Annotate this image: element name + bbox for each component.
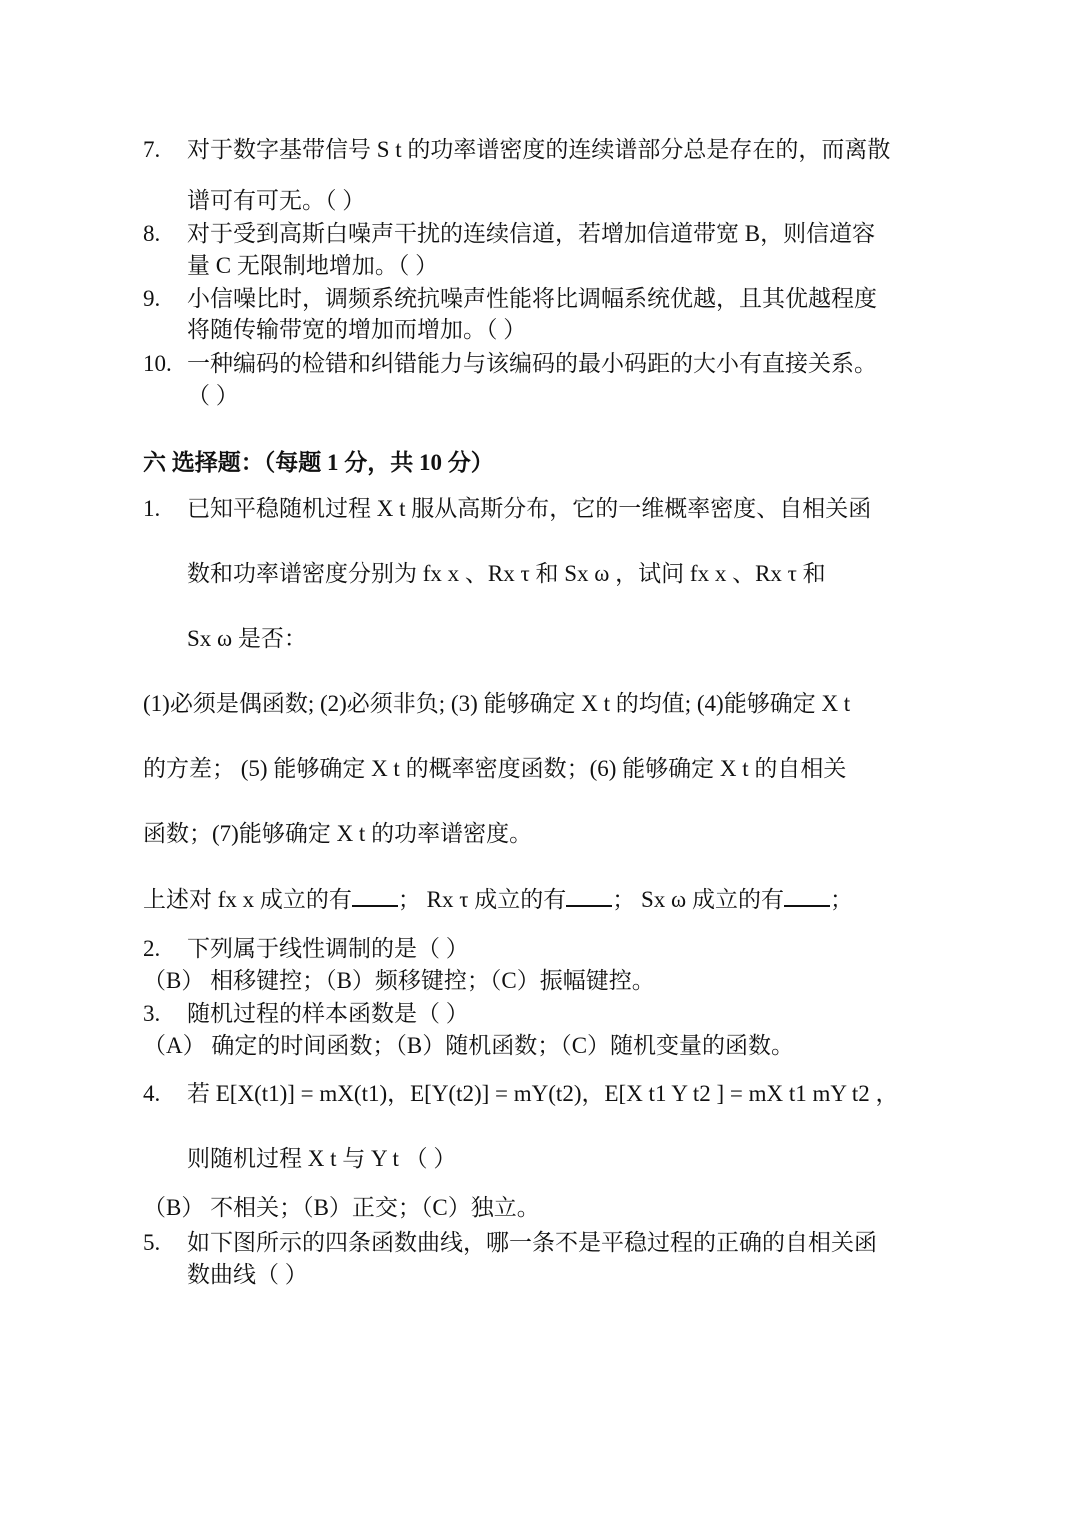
question-text: 随机过程的样本函数是（ ）	[187, 1001, 469, 1026]
answer-label-b: Rx τ 成立的有	[426, 887, 567, 912]
question-text: 小信噪比时，调频系统抗噪声性能将比调幅系统优越，且其优越程度	[187, 286, 877, 311]
options-text: （A） 确定的时间函数；（B）随机函数；（C）随机变量的函数。	[143, 1033, 795, 1058]
options-text: （B） 不相关；（B）正交；（C）独立。	[143, 1195, 540, 1220]
question-text: 下列属于线性调制的是（ ）	[187, 936, 469, 961]
answer-blank-b[interactable]	[566, 887, 612, 907]
question-number: 1.	[143, 496, 161, 521]
question-text: 则随机过程 X t 与 Y t （ ）	[187, 1146, 457, 1171]
question-text: （ ）	[187, 383, 239, 408]
question-text: 量 C 无限制地增加。（ ）	[187, 253, 439, 278]
answer-label-a: 上述对 fx x 成立的有	[143, 887, 352, 912]
question-text: 对于受到高斯白噪声干扰的连续信道，若增加信道带宽 B，则信道容	[187, 221, 876, 246]
section-title: 六 选择题：（每题 1 分，共 10 分）	[143, 450, 494, 475]
question-number: 8.	[143, 221, 161, 246]
question-number: 5.	[143, 1230, 161, 1255]
question-number: 10.	[143, 351, 172, 376]
question-number: 4.	[143, 1081, 161, 1106]
options-text: （B） 相移键控；（B）频移键控；（C）振幅键控。	[143, 968, 655, 993]
question-text: 若 E[X(t1)] = mX(t1)，E[Y(t2)] = mY(t2)，E[X t1 Y t2 ] = mX t1 mY t2 ，	[187, 1081, 899, 1106]
question-text: 将随传输带宽的增加而增加。（ ）	[187, 317, 527, 342]
answer-blank-c[interactable]	[784, 887, 830, 907]
question-text: 数曲线（ ）	[187, 1262, 308, 1287]
options-text: 的方差； (5) 能够确定 X t 的概率密度函数；(6) 能够确定 X t 的自相关	[143, 756, 847, 781]
question-text: Sx ω 是否：	[187, 626, 307, 651]
answer-blank-a[interactable]	[352, 887, 398, 907]
options-text: (1)必须是偶函数; (2)必须非负; (3) 能够确定 X t 的均值; (4)能够确定 X t	[143, 691, 851, 716]
question-text: 已知平稳随机过程 X t 服从高斯分布，它的一维概率密度、自相关函	[187, 496, 872, 521]
question-text: 一种编码的检错和纠错能力与该编码的最小码距的大小有直接关系。	[187, 351, 877, 376]
question-number: 9.	[143, 286, 161, 311]
question-text: 如下图所示的四条函数曲线，哪一条不是平稳过程的正确的自相关函	[187, 1230, 877, 1255]
options-text: 函数；(7)能够确定 X t 的功率谱密度。	[143, 821, 533, 846]
question-text: 谱可有可无。（ ）	[187, 188, 366, 213]
answer-label-c: Sx ω 成立的有	[641, 887, 784, 912]
question-text: 对于数字基带信号 S t 的功率谱密度的连续谱部分总是存在的，而离散	[187, 137, 891, 162]
question-text: 数和功率谱密度分别为 fx x 、Rx τ 和 Sx ω ，试问 fx x 、Rx τ 和	[187, 561, 826, 586]
question-number: 7.	[143, 137, 161, 162]
answer-blanks: 上述对 fx x 成立的有 ； Rx τ 成立的有 ； Sx ω 成立的有 ；	[143, 887, 853, 912]
question-number: 2.	[143, 936, 161, 961]
question-number: 3.	[143, 1001, 161, 1026]
